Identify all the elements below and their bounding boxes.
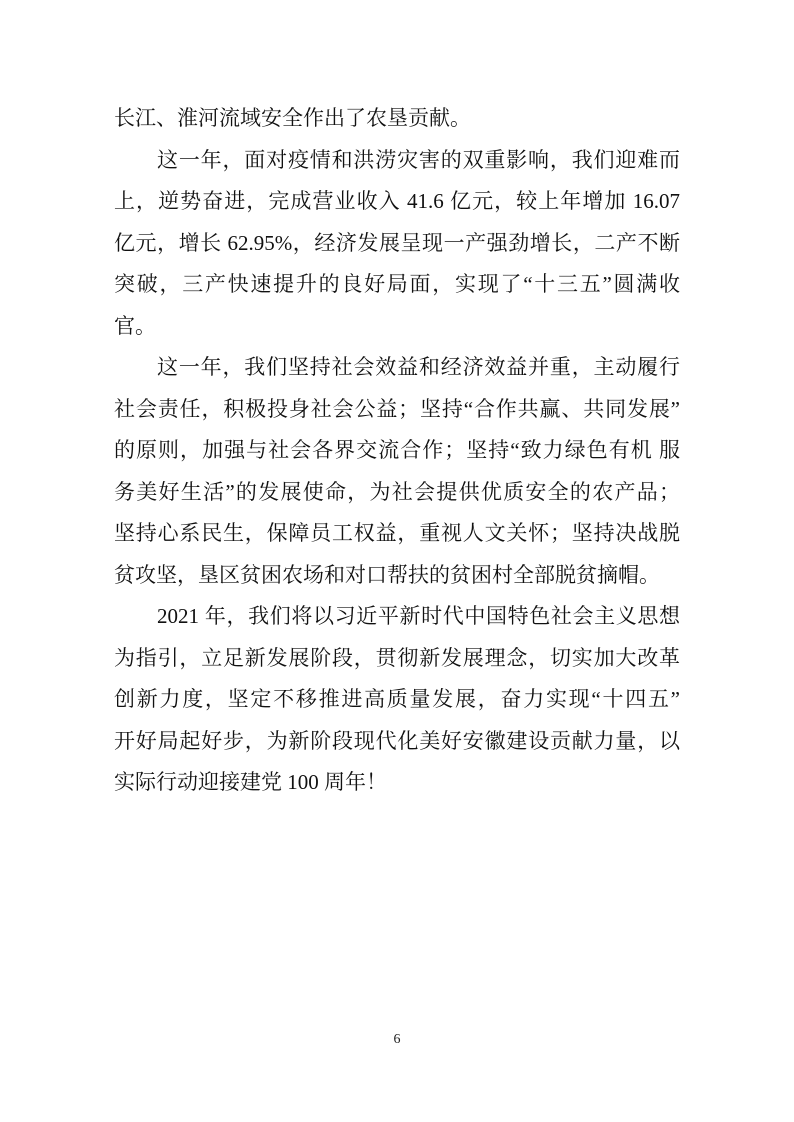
text-line: 2021 年，我们将以习近平新时代中国特色社会主义思想 [157, 604, 680, 628]
text-line: 亿元，增长 62.95%，经济发展呈现一产强劲增长，二产不断 [114, 230, 680, 255]
text-line: 上，逆势奋进，完成营业收入 41.6 亿元，较上年增加 16.07 [114, 189, 680, 213]
text-line: 坚持心系民生，保障员工权益，重视人文关怀；坚持决战脱 [114, 521, 680, 545]
text-line: 突破，三产快速提升的良好局面，实现了“十三五”圆满收 [114, 272, 680, 296]
text-line: 创新力度，坚定不移推进高质量发展，奋力实现“十四五” [114, 687, 680, 711]
page-footer [0, 1030, 794, 1048]
text-line: 这一年，面对疫情和洪涝灾害的双重影响，我们迎难而 [157, 147, 680, 172]
text-line: 的原则，加强与社会各界交流合作；坚持“致力绿色有机 服 [114, 438, 680, 462]
text-line: 贫攻坚，垦区贫困农场和对口帮扶的贫困村全部脱贫摘帽。 [114, 562, 660, 587]
text-line: 为指引，立足新发展阶段，贯彻新发展理念，切实加大改革 [114, 645, 680, 670]
text-line: 社会责任，积极投身社会公益；坚持“合作共赢、共同发展” [114, 396, 680, 421]
text-line: 官。 [114, 313, 156, 338]
document-body [114, 98, 680, 804]
text-line: 务美好生活”的发展使命，为社会提供优质安全的农产品； [114, 479, 680, 504]
text-line: 这一年，我们坚持社会效益和经济效益并重，主动履行 [157, 355, 680, 379]
text-line: 开好局起好步，为新阶段现代化美好安徽建设贡献力量，以 [114, 728, 680, 753]
page-number: 6 [393, 1032, 401, 1047]
text-line: 实际行动迎接建党 100 周年！ [114, 770, 387, 794]
text-line: 长江、淮河流域安全作出了农垦贡献。 [114, 106, 471, 130]
